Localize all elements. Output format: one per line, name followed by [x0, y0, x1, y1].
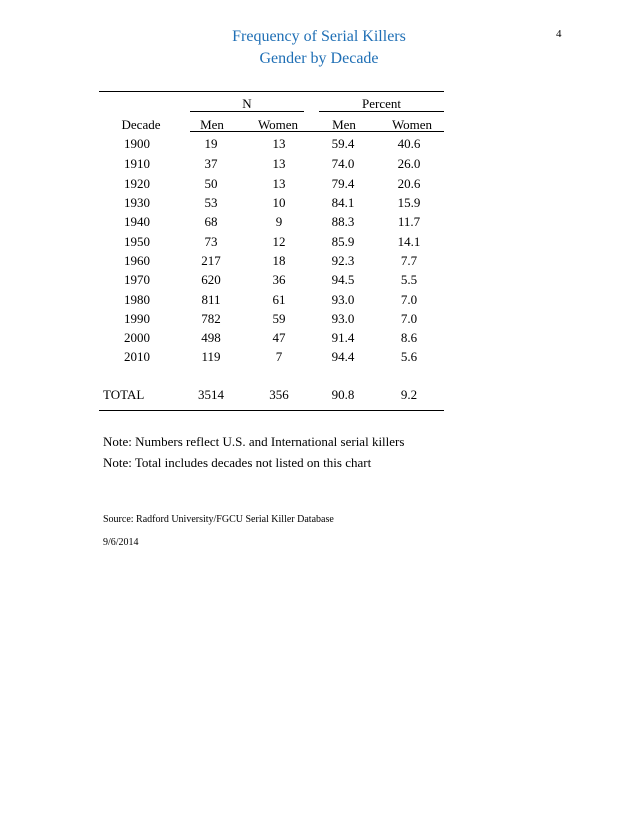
cell-pct-men: 94.4 — [331, 349, 355, 364]
cell-pct-women: 14.1 — [397, 234, 421, 249]
cell-n-women: 47 — [272, 330, 286, 345]
cell-pct-women: 20.6 — [397, 176, 421, 191]
cell-decade: 1930 — [124, 195, 150, 210]
cell-decade: 2000 — [124, 330, 150, 345]
cell-pct-men: 94.5 — [331, 272, 355, 287]
cell-n-women: 13 — [272, 156, 286, 171]
column-header-pct-men: Men — [332, 117, 356, 132]
total-n-women: 356 — [269, 387, 289, 402]
cell-pct-women: 7.7 — [400, 253, 418, 268]
cell-pct-women: 5.6 — [400, 349, 418, 364]
cell-n-women: 61 — [272, 292, 286, 307]
cell-pct-men: 74.0 — [331, 156, 355, 171]
cell-n-men: 119 — [201, 349, 221, 364]
note-line: Note: Total includes decades not listed on this chart — [103, 455, 372, 470]
note-line: Note: Numbers reflect U.S. and International serial killers — [103, 434, 405, 449]
cell-decade: 1990 — [124, 311, 150, 326]
cell-pct-women: 7.0 — [400, 292, 418, 307]
total-pct-women: 9.2 — [400, 387, 418, 402]
cell-pct-women: 5.5 — [400, 272, 418, 287]
n-group-header: N — [242, 96, 252, 111]
cell-n-men: 217 — [201, 253, 221, 268]
cell-pct-women: 8.6 — [400, 330, 418, 345]
page-title: Frequency of Serial Killers — [232, 28, 406, 45]
cell-decade: 1920 — [124, 176, 150, 191]
cell-decade: 1910 — [124, 156, 150, 171]
cell-n-men: 620 — [201, 272, 221, 287]
table-bottom-rule — [99, 410, 444, 411]
cell-pct-men: 93.0 — [331, 311, 355, 326]
cell-n-women: 7 — [275, 349, 283, 364]
cell-pct-men: 85.9 — [331, 234, 355, 249]
cell-pct-men: 59.4 — [331, 136, 355, 151]
column-header-n-women: Women — [257, 117, 299, 132]
cell-n-women: 59 — [272, 311, 286, 326]
cell-n-women: 10 — [272, 195, 286, 210]
cell-pct-men: 79.4 — [331, 176, 355, 191]
cell-pct-women: 11.7 — [397, 214, 421, 229]
cell-n-men: 50 — [204, 176, 218, 191]
cell-n-men: 811 — [201, 292, 221, 307]
date-note: 9/6/2014 — [103, 537, 139, 548]
page-number: 4 — [556, 28, 562, 40]
column-header-n-men: Men — [200, 117, 224, 132]
cell-n-men: 68 — [204, 214, 218, 229]
cell-n-men: 782 — [201, 311, 221, 326]
cell-decade: 1950 — [124, 234, 150, 249]
total-label: TOTAL — [103, 387, 145, 402]
source-note: Source: Radford University/FGCU Serial Killer Database — [103, 514, 334, 525]
cell-decade: 1960 — [124, 253, 150, 268]
cell-pct-men: 92.3 — [331, 253, 355, 268]
cell-n-men: 53 — [204, 195, 218, 210]
cell-n-women: 36 — [272, 272, 286, 287]
cell-decade: 2010 — [124, 349, 150, 364]
cell-n-women: 13 — [272, 176, 286, 191]
cell-pct-men: 91.4 — [331, 330, 355, 345]
total-pct-men: 90.8 — [331, 387, 355, 402]
cell-n-women: 13 — [272, 136, 286, 151]
cell-pct-women: 7.0 — [400, 311, 418, 326]
column-header-pct-women: Women — [391, 117, 433, 132]
cell-pct-men: 84.1 — [331, 195, 355, 210]
cell-decade: 1940 — [124, 214, 150, 229]
column-header-decade: Decade — [121, 117, 161, 132]
cell-decade: 1900 — [124, 136, 150, 151]
cell-decade: 1980 — [124, 292, 150, 307]
page-subtitle: Gender by Decade — [259, 50, 379, 67]
cell-pct-men: 88.3 — [331, 214, 355, 229]
cell-n-men: 37 — [204, 156, 218, 171]
table-top-rule — [99, 91, 444, 92]
cell-pct-women: 40.6 — [397, 136, 421, 151]
cell-n-women: 18 — [272, 253, 286, 268]
cell-pct-women: 15.9 — [397, 195, 421, 210]
cell-n-men: 498 — [201, 330, 221, 345]
total-n-men: 3514 — [198, 387, 224, 402]
cell-n-men: 73 — [204, 234, 218, 249]
cell-n-women: 9 — [275, 214, 283, 229]
cell-pct-women: 26.0 — [397, 156, 421, 171]
cell-n-women: 12 — [272, 234, 286, 249]
cell-pct-men: 93.0 — [331, 292, 355, 307]
cell-decade: 1970 — [124, 272, 150, 287]
cell-n-men: 19 — [204, 136, 218, 151]
percent-group-header: Percent — [362, 96, 401, 111]
